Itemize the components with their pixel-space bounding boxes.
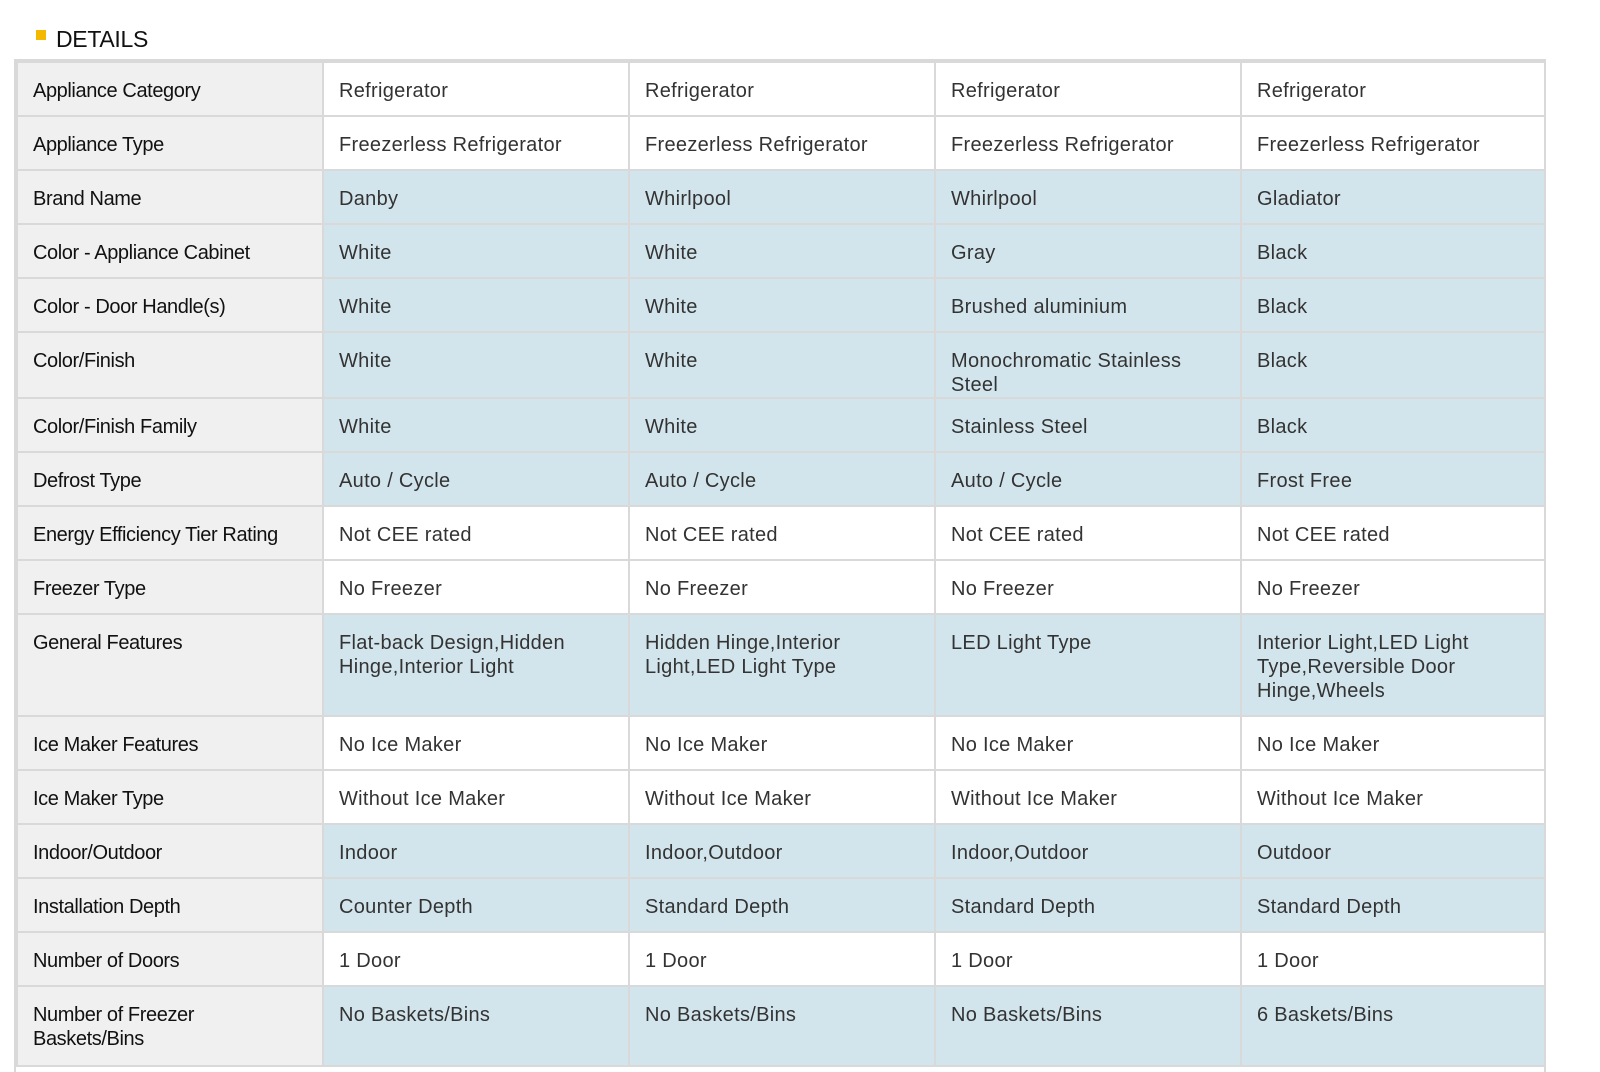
product-3-value: Stainless Steel [935,398,1241,452]
product-3-value: Auto / Cycle [935,452,1241,506]
table-row [17,932,1546,986]
product-1-value: Danby [323,170,629,224]
product-3-value: Not CEE rated [935,506,1241,560]
product-3-value: Gray [935,224,1241,278]
table-row [17,170,1546,224]
product-3-value: Whirlpool [935,170,1241,224]
product-4-value: Outdoor [1241,824,1546,878]
product-2-value: Hidden Hinge,Interior Light,LED Light Type [629,614,935,716]
table-row [17,770,1546,824]
row-label: Installation Depth [17,878,323,932]
table-row [17,986,1546,1066]
product-4-value: Black [1241,332,1546,398]
product-3-value: No Ice Maker [935,716,1241,770]
product-4-value: Black [1241,398,1546,452]
product-1-value: White [323,398,629,452]
table-row [17,614,1546,716]
product-2-value: Standard Depth [629,878,935,932]
product-2-value: Without Ice Maker [629,770,935,824]
product-2-value: 1 Door [629,932,935,986]
product-3-value: 1 Door [935,932,1241,986]
table-row [17,398,1546,452]
row-label: Color/Finish Family [17,398,323,452]
product-2-value: No Freezer [629,560,935,614]
row-label: Color - Door Handle(s) [17,278,323,332]
row-label: Color/Finish [17,332,323,398]
product-4-value: Not CEE rated [1241,506,1546,560]
product-1-value: Indoor [323,824,629,878]
section-title: DETAILS [56,25,149,52]
product-4-value: No Ice Maker [1241,716,1546,770]
product-4-value: Refrigerator [1241,62,1546,116]
product-1-value: Refrigerator [323,62,629,116]
product-4-value: Interior Light,LED Light Type,Reversible Door Hinge,Wheels [1241,614,1546,716]
row-label: Number of Doors [17,932,323,986]
product-2-value: No Baskets/Bins [629,986,935,1066]
product-1-value: White [323,332,629,398]
row-label: Color - Appliance Cabinet [17,224,323,278]
product-1-value: Auto / Cycle [323,452,629,506]
product-1-value: Flat-back Design,Hidden Hinge,Interior Light [323,614,629,716]
table-row [17,506,1546,560]
product-3-value: Monochromatic Stainless Steel [935,332,1241,398]
product-4-value: Without Ice Maker [1241,770,1546,824]
row-label: Indoor/Outdoor [17,824,323,878]
product-1-value: No Baskets/Bins [323,986,629,1066]
row-label: Brand Name [17,170,323,224]
product-2-value: White [629,332,935,398]
table-row [17,452,1546,506]
product-1-value: Freezerless Refrigerator [323,116,629,170]
section-marker-icon [36,30,46,40]
product-1-value: No Ice Maker [323,716,629,770]
row-label: Appliance Category [17,62,323,116]
row-label: Defrost Type [17,452,323,506]
product-3-value: Refrigerator [935,62,1241,116]
table-row [17,278,1546,332]
row-label: General Features [17,614,323,716]
product-3-value: Standard Depth [935,878,1241,932]
table-row [17,332,1546,398]
product-1-value: 1 Door [323,932,629,986]
table-row [17,62,1546,116]
product-1-value: Not CEE rated [323,506,629,560]
details-table-body [17,62,1546,1066]
product-2-value: Auto / Cycle [629,452,935,506]
product-4-value: Gladiator [1241,170,1546,224]
table-row [17,878,1546,932]
product-1-value: Counter Depth [323,878,629,932]
product-1-value: Without Ice Maker [323,770,629,824]
product-1-value: White [323,224,629,278]
row-label: Energy Efficiency Tier Rating [17,506,323,560]
product-3-value: Without Ice Maker [935,770,1241,824]
product-4-value: 6 Baskets/Bins [1241,986,1546,1066]
product-3-value: LED Light Type [935,614,1241,716]
product-4-value: No Freezer [1241,560,1546,614]
product-1-value: No Freezer [323,560,629,614]
product-2-value: Refrigerator [629,62,935,116]
product-4-value: Black [1241,278,1546,332]
product-3-value: Freezerless Refrigerator [935,116,1241,170]
product-2-value: Whirlpool [629,170,935,224]
product-2-value: White [629,278,935,332]
product-2-value: White [629,398,935,452]
product-2-value: Not CEE rated [629,506,935,560]
product-3-value: Brushed aluminium [935,278,1241,332]
product-2-value: White [629,224,935,278]
row-label: Number of Freezer Baskets/Bins [17,986,323,1066]
product-4-value: 1 Door [1241,932,1546,986]
product-2-value: Freezerless Refrigerator [629,116,935,170]
product-2-value: No Ice Maker [629,716,935,770]
table-row [17,560,1546,614]
table-row [17,824,1546,878]
details-comparison-table [16,61,1546,1067]
product-3-value: No Baskets/Bins [935,986,1241,1066]
row-label: Freezer Type [17,560,323,614]
table-row [17,716,1546,770]
product-3-value: No Freezer [935,560,1241,614]
details-table-container[interactable] [14,59,1546,1072]
product-3-value: Indoor,Outdoor [935,824,1241,878]
details-section-header [36,24,148,54]
row-label: Ice Maker Type [17,770,323,824]
row-label: Appliance Type [17,116,323,170]
row-label: Ice Maker Features [17,716,323,770]
table-row [17,116,1546,170]
table-row [17,224,1546,278]
product-4-value: Freezerless Refrigerator [1241,116,1546,170]
product-2-value: Indoor,Outdoor [629,824,935,878]
product-4-value: Frost Free [1241,452,1546,506]
product-4-value: Standard Depth [1241,878,1546,932]
product-1-value: White [323,278,629,332]
product-4-value: Black [1241,224,1546,278]
